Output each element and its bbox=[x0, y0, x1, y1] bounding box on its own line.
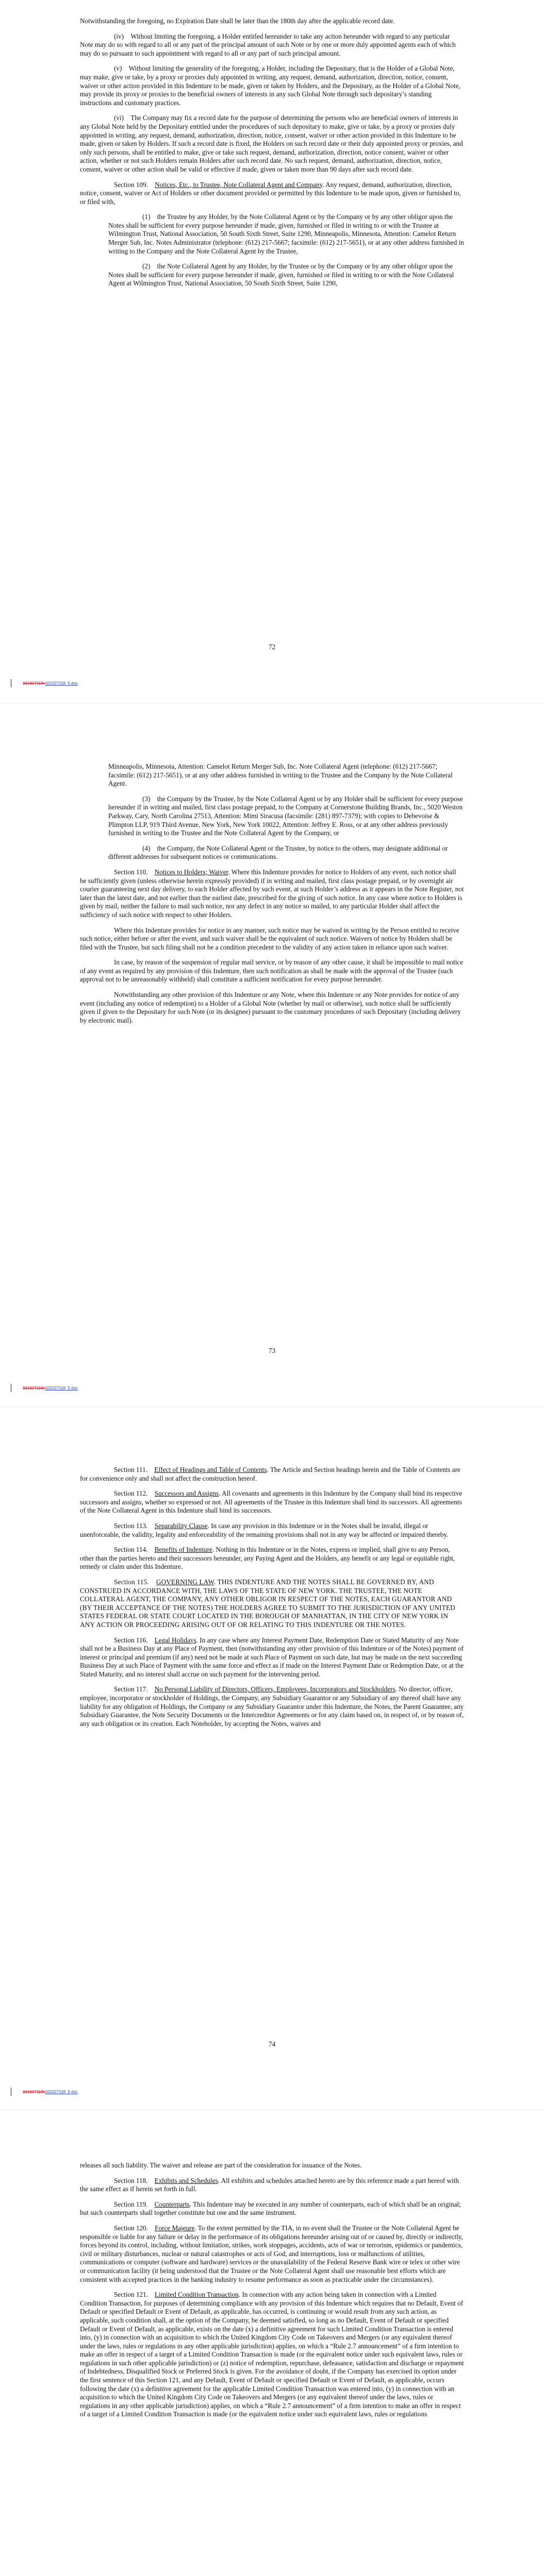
paragraph: (v) Without limiting the generality of the foregoing, a Holder, including the Depositary, that is the Holder of a Global Note, may make, give or take, by a proxy or proxies duly appointed in writing, any request, demand, authorization, direction, notice, consent, waiver or other action provided in this Indenture to be made, given or taken by Holders, and the Depositary, as the Holder of a Global Note, may provide its proxy or proxies to the beneficial owners of interests in any such Global Note through such depositary’s standing instructions and customary practices. bbox=[80, 64, 460, 107]
paragraph: Minneapolis, Minnesota, Attention: Camelot Return Merger Sub, Inc. Note Collateral Agent (telephone: (612) 217-5667; facsimile: (612) 217-5651), or at any other address furnished in writing to the Trustee and the Company by the Note Collateral Agent. bbox=[108, 762, 453, 788]
section-number: Section 119. bbox=[114, 2200, 155, 2208]
document-page bbox=[0, 703, 544, 1406]
document-page bbox=[0, 1406, 544, 2110]
section-text: . All covenants and agreements in this Indenture by the Company shall bind its respective successors and assigns, whether so expressed or not. All agreements of the Trustee in this Indenture shall bind its successors. All agreements of the Note Collateral Agent in this Indenture shall bind its successors. bbox=[80, 1489, 463, 1515]
document-footer-id bbox=[23, 2090, 78, 2095]
footer-id-deleted: 161627118v bbox=[23, 2090, 45, 2094]
section-heading: Effect of Headings and Table of Contents bbox=[154, 1466, 267, 1473]
section-number: Section 117. bbox=[114, 1685, 155, 1693]
section-number: Section 121. bbox=[114, 2291, 155, 2299]
section-number: Section 110. bbox=[114, 868, 155, 876]
section-paragraph bbox=[80, 2200, 464, 2217]
paragraph: (4) the Company, the Note Collateral Agent or the Trustee, by notice to the others, may designate additional or different addresses for subsequent notices or communications. bbox=[108, 844, 448, 861]
footer-id-inserted: 101527118_5 doc bbox=[45, 681, 78, 686]
section-heading: Notices, Etc., to Trustee, Note Collateral Agent and Company bbox=[155, 180, 323, 189]
section-heading: Successors and Assigns bbox=[154, 1489, 219, 1498]
section-text: . All exhibits and schedules attached hereto are by this reference made a part hereof with the same effect as if herein set forth in full. bbox=[80, 2176, 459, 2193]
section-text: . THIS INDENTURE AND THE NOTES SHALL BE GOVERNED BY, AND CONSTRUED IN ACCORDANCE WITH, THE LAWS OF THE STATE OF NEW YORK. THE TRUSTEE, THE NOTE COLLATERAL AGENT, THE COMPANY, ANY OTHER OBLIGOR IN RESPECT OF THE NOTES, EACH GUARANTOR AND (BY THEIR ACCEPTANCE OF THE NOTES) THE HOLDERS AGREE TO SUBMIT TO THE JURISDICTION OF ANY UNITED STATES FEDERAL OR STATE COURT LOCATED IN THE BOROUGH OF MANHATTAN, IN THE CITY OF NEW YORK IN ANY ACTION OR PROCEEDING ARISING OUT OF OR RELATING TO THIS INDENTURE OR THE NOTES. bbox=[80, 1578, 455, 1629]
section-heading: GOVERNING LAW bbox=[156, 1578, 214, 1586]
section-paragraph bbox=[80, 1466, 464, 1483]
section-heading: Limited Condition Transaction bbox=[155, 2291, 239, 2299]
section-heading: Legal Holidays bbox=[154, 1636, 196, 1644]
document-page bbox=[0, 0, 544, 703]
page-number: 72 bbox=[268, 643, 276, 651]
section-paragraph bbox=[80, 1522, 464, 1539]
paragraph: Where this Indenture provides for notice in any manner, such notice may be waived in writing by the Person entitled to receive such notice, either before or after the event, and such waiver shall be the equivalent of such notice. Waivers of notice by Holders shall be filed with the Trustee, but such filing shall not be a condition precedent to the validity of any action taken in reliance upon such waiver. bbox=[80, 926, 459, 951]
section-paragraph bbox=[80, 1546, 464, 1571]
section-paragraph bbox=[80, 1578, 464, 1630]
paragraph: (vi) The Company may fix a record date for the purpose of determining the persons who are beneficial owners of interests in any Global Note held by the Depositary entitled under the procedures of such depositary to make, give or take, by a proxy or proxies duly appointed in writing, any request, demand, authorization, direction, notice, consent, waiver or other action provided in this Indenture to be made, given or taken by Holders. If such a record date is fixed, the Holders on such record date or their duly appointed proxy or proxies, and only such persons, shall be entitled to make, give or take such request, demand, authorization, direction, notice consent, waiver or other action, whether or not such Holders remain Holders after such record date. No such request, demand, authorization, direction, notice, consent, waiver or other action shall be valid or effective if made, given or taken more than 90 days after such record date. bbox=[80, 114, 463, 173]
page-body bbox=[80, 1406, 464, 1728]
section-paragraph bbox=[80, 868, 464, 920]
section-number: Section 109. bbox=[114, 180, 155, 189]
section-text: . Nothing in this Indenture or in the Notes, express or implied, shall give to any Person, other than the parties hereto and their successors hereunder, any Paying Agent and the Holders, any benefit or any legal or equitable right, remedy or claim under this Indenture. bbox=[80, 1546, 455, 1571]
section-number: Section 115. bbox=[114, 1578, 156, 1586]
footer-id-inserted: 101527118_5 doc bbox=[45, 2090, 78, 2094]
section-number: Section 118. bbox=[114, 2176, 155, 2184]
paragraph: releases all such liability. The waiver and release are part of the consideration for issuance of the Notes. bbox=[80, 2161, 362, 2169]
section-paragraph bbox=[80, 1489, 464, 1515]
section-text: . The Article and Section headings herein and the Table of Contents are for convenience only and shall not affect the construction hereof. bbox=[80, 1466, 460, 1482]
paragraph: (3) the Company by the Trustee, by the Note Collateral Agent or by any Holder shall be sufficient for every purpose hereunder if in writing and mailed, first class postage prepaid, to the Company at Cornerstone Building Brands, Inc., 5020 Weston Parkway, Cary, North Carolina 27513, Attention: Mimi Siracusa (facsimile: (281) 897-7379); with copies to Debevoise & Plimpton LLP, 919 Third Avenue, New York, New York 10022, Attention: Jeffrey E. Ross, or at any other address previously furnished in writing to the Trustee and the Note Collateral Agent by the Company, or bbox=[108, 794, 463, 837]
section-text: . In case any provision in this Indenture or in the Notes shall be invalid, illegal or unenforceable, the validity, legality and enforceability of the remaining provisions shall not in any way be affected or impaired thereby. bbox=[80, 1521, 449, 1538]
page-body bbox=[80, 703, 464, 1025]
paragraph: Notwithstanding the foregoing, no Expiration Date shall be later than the 180th day after the applicable record date. bbox=[80, 17, 395, 25]
footer-id-deleted: 161627118v bbox=[23, 1386, 45, 1391]
paragraph: In case, by reason of the suspension of regular mail service, or by reason of any other cause, it shall be impossible to mail notice of any event as required by any provision of this Indenture, then such notification as shall be made with the approval of the Trustee (such approval not to be unreasonably withheld) shall constitute a sufficient notification for every purpose hereunder. bbox=[80, 958, 464, 984]
section-text: . In any case where any Interest Payment Date, Redemption Date or Stated Maturity of any Note shall not be a Business Day at any Place of Payment, then (notwithstanding any other provision of this Indenture or of the Notes) payment of interest or principal and premium (if any) need not be made at such Place of Payment on such date, but may be made on the next succeeding Business Day at such Place of Payment with the same force and effect as if made on the Interest Payment Date or Redemption Date, or at the Stated Maturity, and no interest shall accrue on such payment for the intervening period. bbox=[80, 1636, 464, 1678]
paragraph: (iv) Without limiting the foregoing, a Holder entitled hereunder to take any action hereunder with regard to any particular Note may do so with regard to all or any part of the principal amount of such Note or by one or more duly appointed agents each of which may do so pursuant to such appointment with regard to all or any part of such principal amount. bbox=[80, 32, 456, 57]
section-paragraph bbox=[80, 2291, 464, 2419]
section-heading: Exhibits and Schedules bbox=[154, 2176, 218, 2184]
section-text: . To the extent permitted by the TIA, in no event shall the Trustee or the Note Collateral Agent be responsible or liable for any failure or delay in the performance of its obligations hereunder arising out of or caused by, directly or indirectly, forces beyond its control, including, without limitation, strikes, work stoppages, accidents, acts of war or terrorism, epidemics or pandemics, civil or military disturbances, nuclear or natural catastrophes or acts of God, and interruptions, loss or malfunctions of utilities, communications or computer (software and hardware) services or the unavailability of the Federal Reserve Bank wire or telex or other wire or communication facility (it being understood that the Trustee or the Note Collateral Agent shall use reasonable best efforts which are consistent with accepted practices in the banking industry to resume performance as soon as practicable under the circumstances). bbox=[80, 2224, 463, 2283]
footer-id-deleted: 161627118v bbox=[23, 681, 45, 686]
section-heading: Force Majeure bbox=[155, 2224, 195, 2232]
page-body bbox=[80, 2110, 464, 2419]
section-paragraph bbox=[80, 181, 464, 207]
section-text: . No director, officer, employee, incorporator or stockholder of Holdings, the Company, any Subsidiary Guarantor or any Subsidiary of any thereof shall have any liability for any obligation of Holdings, the Company or any Subsidiary Guarantor under this Indenture, the Notes, the Parent Guarantee, any Subsidiary Guarantee, the Note Security Documents or the Intercreditor Agreements or for any claim based on, in respect of, or by reason of, any such obligation or its creation. Each Noteholder, by accepting the Notes, waives and bbox=[80, 1685, 464, 1727]
section-paragraph bbox=[80, 1685, 464, 1728]
section-paragraph bbox=[80, 1636, 464, 1679]
section-number: Section 114. bbox=[114, 1546, 155, 1554]
section-paragraph bbox=[80, 2177, 464, 2194]
document-page bbox=[0, 2110, 544, 2576]
section-text: . Any request, demand, authorization, direction, notice, consent, waiver or Act of Holders or other document provided or permitted by this Indenture to be made upon, given or furnished to, or filed with, bbox=[80, 180, 461, 206]
document-footer-id bbox=[23, 1386, 78, 1391]
page-number: 73 bbox=[268, 1347, 276, 1354]
footer-id-inserted: 101527118_5 doc bbox=[45, 1386, 78, 1391]
section-heading: No Personal Liability of Directors, Officers, Employees, Incorporators and Stockholders bbox=[154, 1685, 395, 1693]
section-number: Section 116. bbox=[114, 1636, 155, 1644]
section-heading: Benefits of Indenture bbox=[154, 1546, 212, 1554]
document-footer-id bbox=[23, 681, 78, 686]
section-heading: Counterparts bbox=[154, 2200, 190, 2208]
paragraph: (2) the Note Collateral Agent by any Holder, by the Trustee or by the Company or by any other obligor upon the Notes shall be sufficient for every purpose hereunder if made, given, furnished or filed in writing to or with the Note Collateral Agent at Wilmington Trust, National Association, 50 South Sixth Street, Suite 1290, bbox=[108, 262, 454, 287]
section-heading: Separability Clause bbox=[154, 1521, 208, 1530]
page-body bbox=[80, 0, 464, 288]
section-number: Section 113. bbox=[114, 1521, 155, 1530]
section-number: Section 112. bbox=[114, 1489, 155, 1498]
page-number: 74 bbox=[268, 2040, 276, 2048]
section-text: . In connection with any action being taken in connection with a Limited Condition Transaction, for purposes of determining compliance with any provision of this Indenture which requires that no Default, Event of Default or specified Default or Event of Default, as applicable, has occurred, is continuing or would result from any such action, as applicable, such condition shall, at the option of the Company, be deemed satisfied, so long as no Default, Event of Default or specified Default or Event of Default, as applicable, exists on the date (x) a definitive agreement for such Limited Condition Transaction is entered into, (y) in connection with an acquisition to which the United Kingdom City Code on Takeovers and Mergers (or any equivalent thereof under the laws, rules or regulations in any other applicable jurisdiction) applies, on which a “Rule 2.7 announcement” of a firm intention to make an offer in respect of a target of a Limited Condition Transaction is made (or the equivalent notice under such equivalent laws, rules or regulations in such other applicable jurisdiction) or (z) notice of redemption, repurchase, defeasance, satisfaction and discharge or repayment of Indebtedness, Disqualified Stock or Preferred Stock is given. For the avoidance of doubt, if the Company has exercised its option under the first sentence of this Section 121, and any Default, Event of Default or specified Default or Event of Default, as applicable, occurs following the date (x) a definitive agreement for the applicable Limited Condition Transaction was entered into, (y) in connection with an acquisition to which the United Kingdom City Code on Takeovers and Mergers (or any equivalent thereof under the laws, rules or regulations in any other applicable jurisdiction) applies, on which a “Rule 2.7 announcement” of a firm intention to make an offer in respect of a target of a Limited Condition Transaction is made (or the equivalent notice under such equivalent laws, rules or regulations bbox=[80, 2291, 464, 2418]
section-number: Section 120. bbox=[114, 2224, 155, 2232]
section-text: . Where this Indenture provides for notice to Holders of any event, such notice shall be sufficiently given (unless otherwise herein expressly provided) if in writing and mailed, first class postage prepaid, or by overnight air courier guaranteeing next day delivery, to each Holder affected by such event, at such Holder’s address as it appears in the Note Register, not later than the latest date, and not earlier than the earliest date, prescribed for the giving of such notice. In any case where notice to Holders is given by mail, neither the failure to mail such notice, nor any defect in any notice so mailed, to any particular Holder shall affect the sufficiency of such notice with respect to other Holders. bbox=[80, 868, 464, 919]
paragraph: (1) the Trustee by any Holder, by the Note Collateral Agent or by the Company or by any other obligor upon the Notes shall be sufficient for every purpose hereunder if made, given, furnished or filed in writing to or with the Trustee at Wilmington Trust, National Association, 50 South Sixth Street, Suite 1290, Minneapolis, Minnesota, Attention: Camelot Return Merger Sub, Inc. Notes Administrator (telephone: (612) 217-5667; facsimile: (612) 217-5651), or at any other address furnished in writing to the Company and the Note Collateral Agent by the Trustee, bbox=[108, 213, 464, 255]
section-number: Section 111. bbox=[114, 1466, 155, 1473]
paragraph: Notwithstanding any other provision of this Indenture or any Note, where this Indenture or any Note provides for notice of any event (including any notice of redemption) to a Holder of a Global Note (whether by mail or otherwise), such notice shall be sufficiently given if given to the Depositary for such Note (or its designee) pursuant to the customary procedures of such Depositary (including delivery by electronic mail). bbox=[80, 991, 461, 1024]
section-text: . This Indenture may be executed in any number of counterparts, each of which shall be an original; but such counterparts shall together constitute but one and the same instrument. bbox=[80, 2200, 461, 2217]
section-paragraph bbox=[80, 2224, 464, 2284]
section-heading: Notices to Holders; Waiver bbox=[154, 868, 228, 876]
